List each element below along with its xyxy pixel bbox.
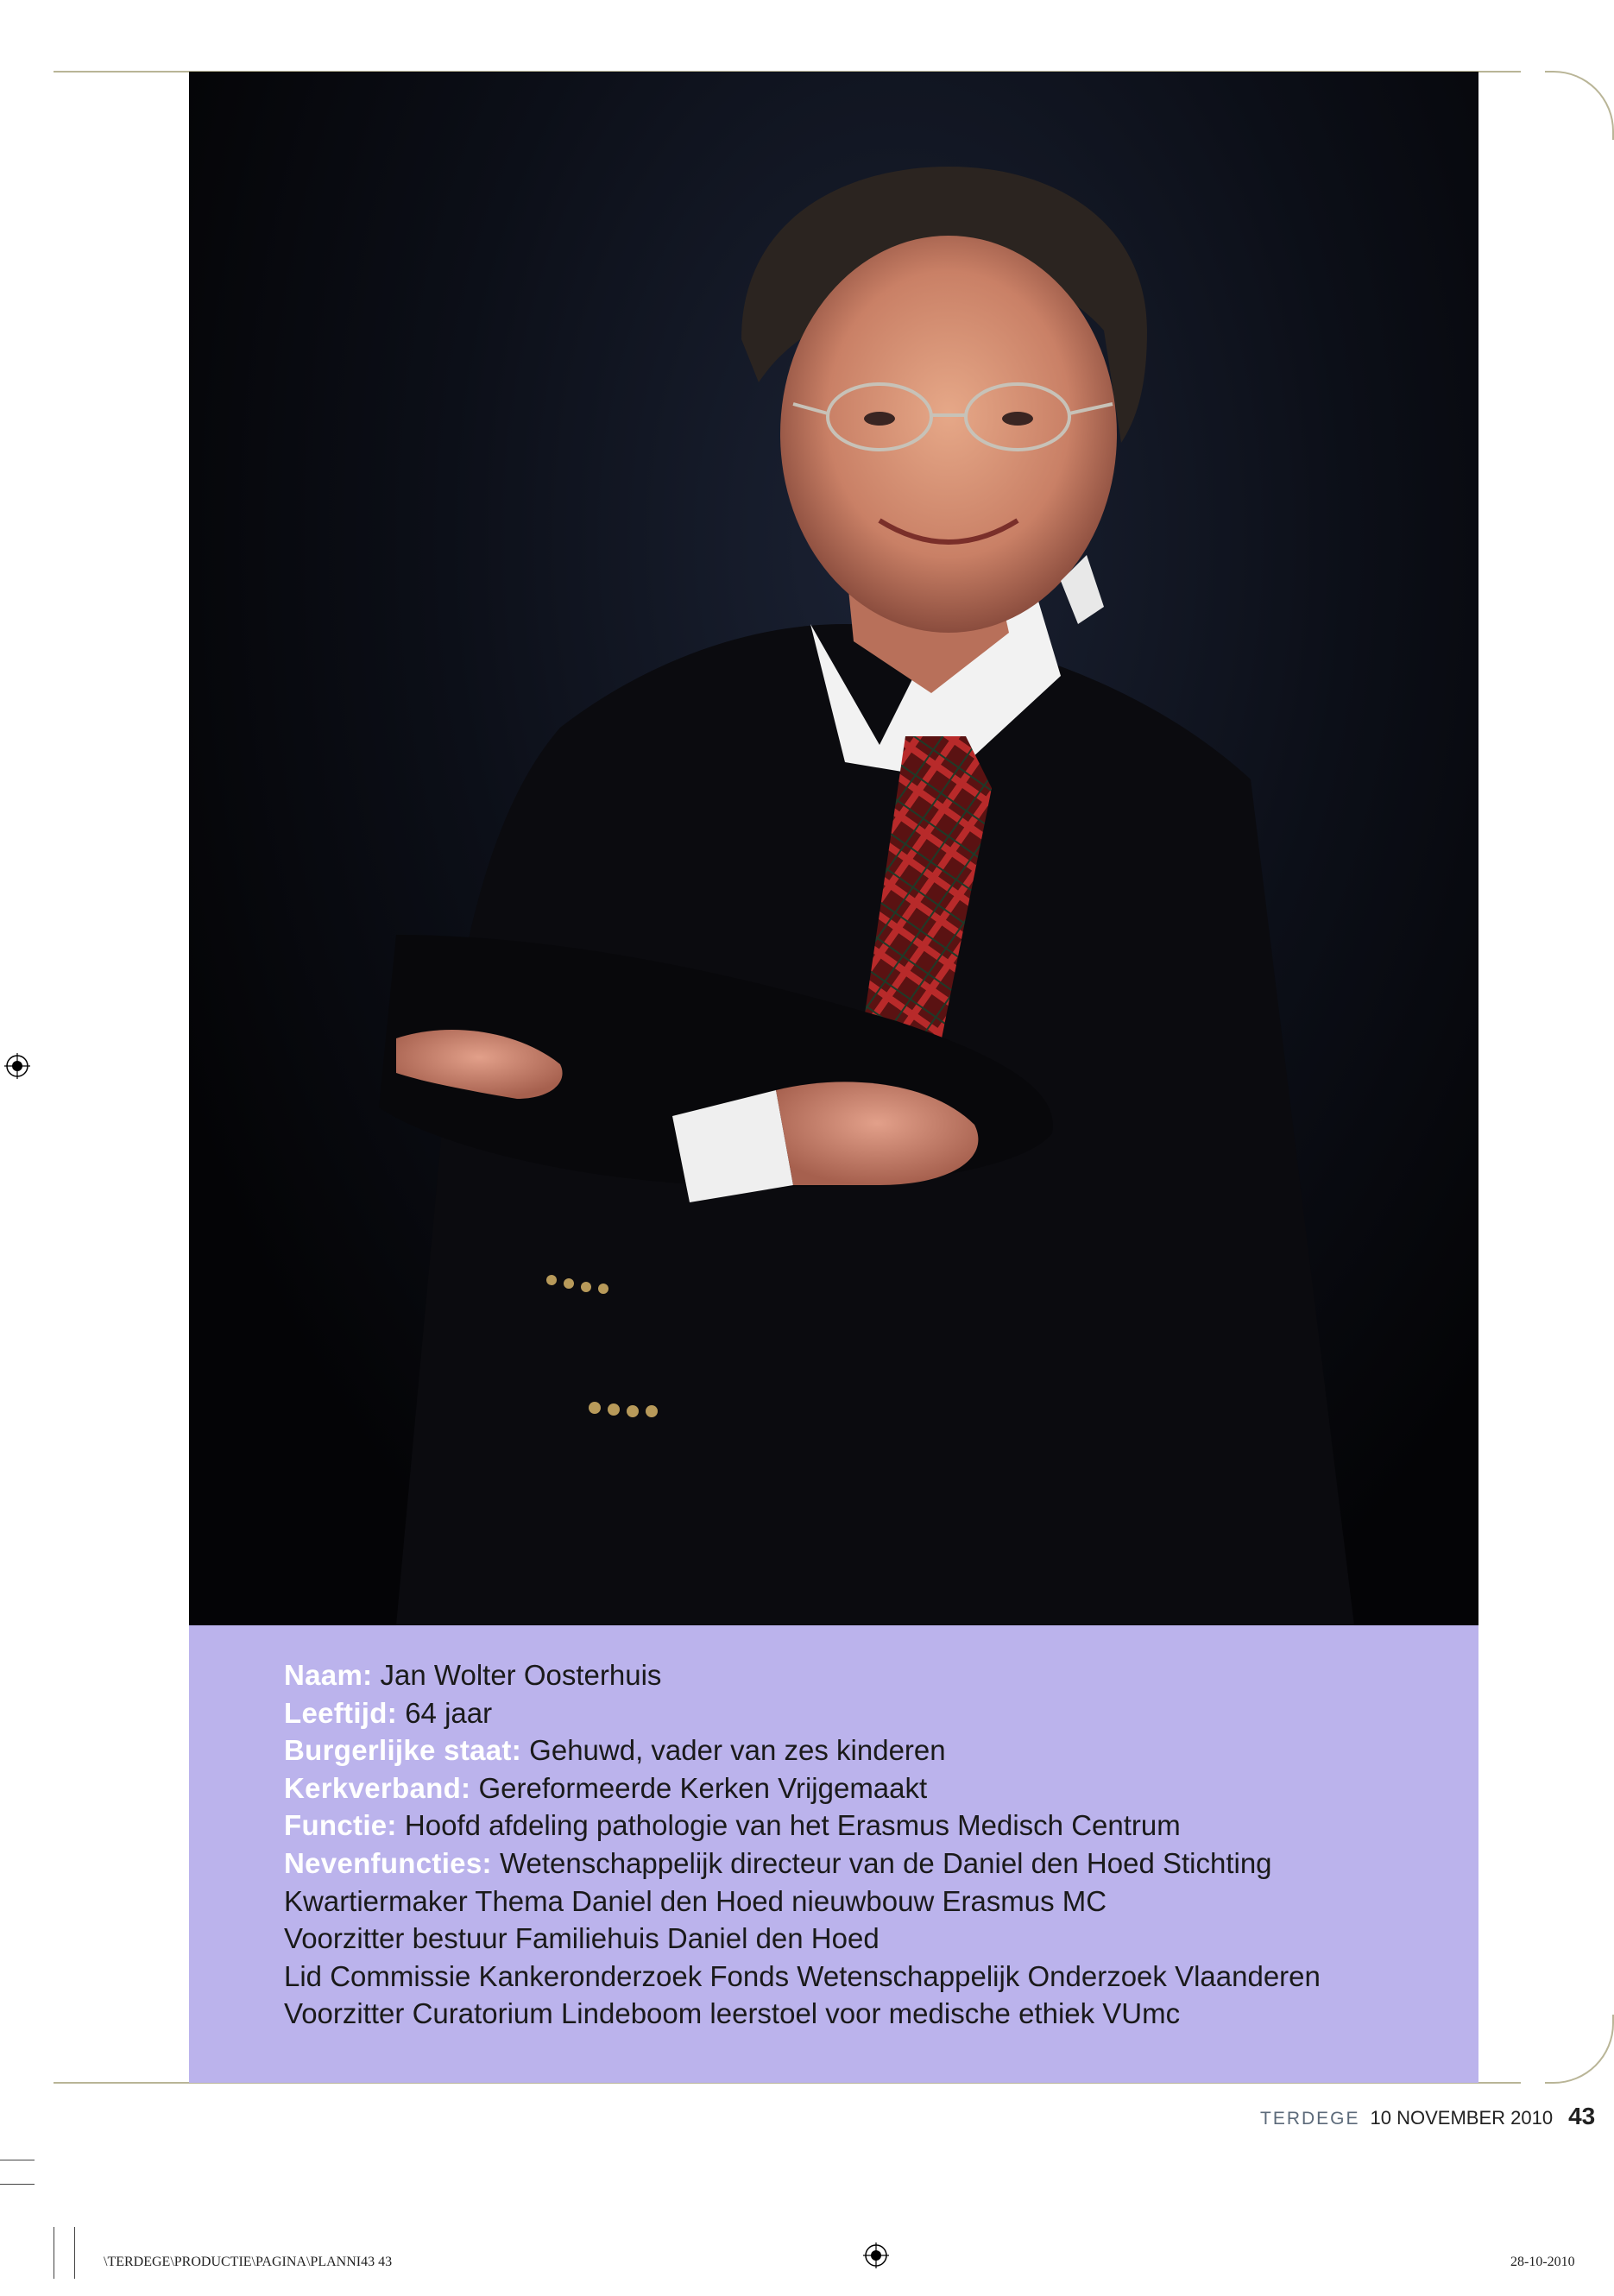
info-extra-line: Kwartiermaker Thema Daniel den Hoed nieuwbouw Erasmus MC [284, 1884, 1107, 1917]
info-row-age [284, 1694, 1458, 1732]
info-extra-line: Voorzitter bestuur Familiehuis Daniel den Hoed [284, 1922, 880, 1955]
info-extra-line: Lid Commissie Kankeronderzoek Fonds Wetenschappelijk Onderzoek Vlaanderen [284, 1959, 1321, 1992]
print-slug-date: 28-10-2010 [1510, 2255, 1575, 2269]
info-label: Functie: [284, 1809, 397, 1842]
print-slug-path: \TERDEGE\PRODUCTIE\PAGINA\PLANNI43 43 [104, 2255, 393, 2269]
info-extra-line: Voorzitter Curatorium Lindeboom leerstoel voor medische ethiek VUmc [284, 1997, 1181, 2030]
portrait-illustration [189, 72, 1478, 1625]
magazine-name: TERDEGE [1260, 2109, 1360, 2129]
info-row-side-functions [284, 1845, 1458, 1883]
info-row-church [284, 1769, 1458, 1807]
info-value: Jan Wolter Oosterhuis [380, 1659, 662, 1691]
info-box [189, 1625, 1478, 2083]
frame-corner-top [1545, 71, 1614, 140]
info-lines [284, 1656, 1458, 2033]
info-label: Nevenfuncties: [284, 1846, 492, 1879]
info-row-name [284, 1656, 1458, 1694]
info-value: 64 jaar [405, 1696, 493, 1729]
info-row-marital-status [284, 1731, 1458, 1769]
info-row-function [284, 1807, 1458, 1845]
portrait-photo [189, 72, 1478, 1625]
page-number: 43 [1568, 2103, 1596, 2129]
page-footer [1260, 2103, 1596, 2137]
crop-mark [0, 2184, 35, 2185]
registration-mark-icon [4, 1053, 30, 1079]
info-label: Kerkverband: [284, 1771, 471, 1804]
info-label: Leeftijd: [284, 1696, 398, 1729]
info-value: Gehuwd, vader van zes kinderen [529, 1734, 946, 1767]
crop-mark [74, 2227, 75, 2279]
registration-mark-icon [863, 2242, 889, 2268]
info-label: Naam: [284, 1659, 373, 1691]
issue-date: 10 NOVEMBER 2010 [1370, 2107, 1554, 2129]
frame-corner-bottom [1545, 2015, 1614, 2084]
info-label: Burgerlijke staat: [284, 1734, 521, 1767]
info-value: Hoofd afdeling pathologie van het Erasmus Medisch Centrum [404, 1809, 1181, 1842]
info-value: Wetenschappelijk directeur van de Daniel den Hoed Stichting [499, 1846, 1272, 1879]
info-value: Gereformeerde Kerken Vrijgemaakt [478, 1771, 928, 1804]
